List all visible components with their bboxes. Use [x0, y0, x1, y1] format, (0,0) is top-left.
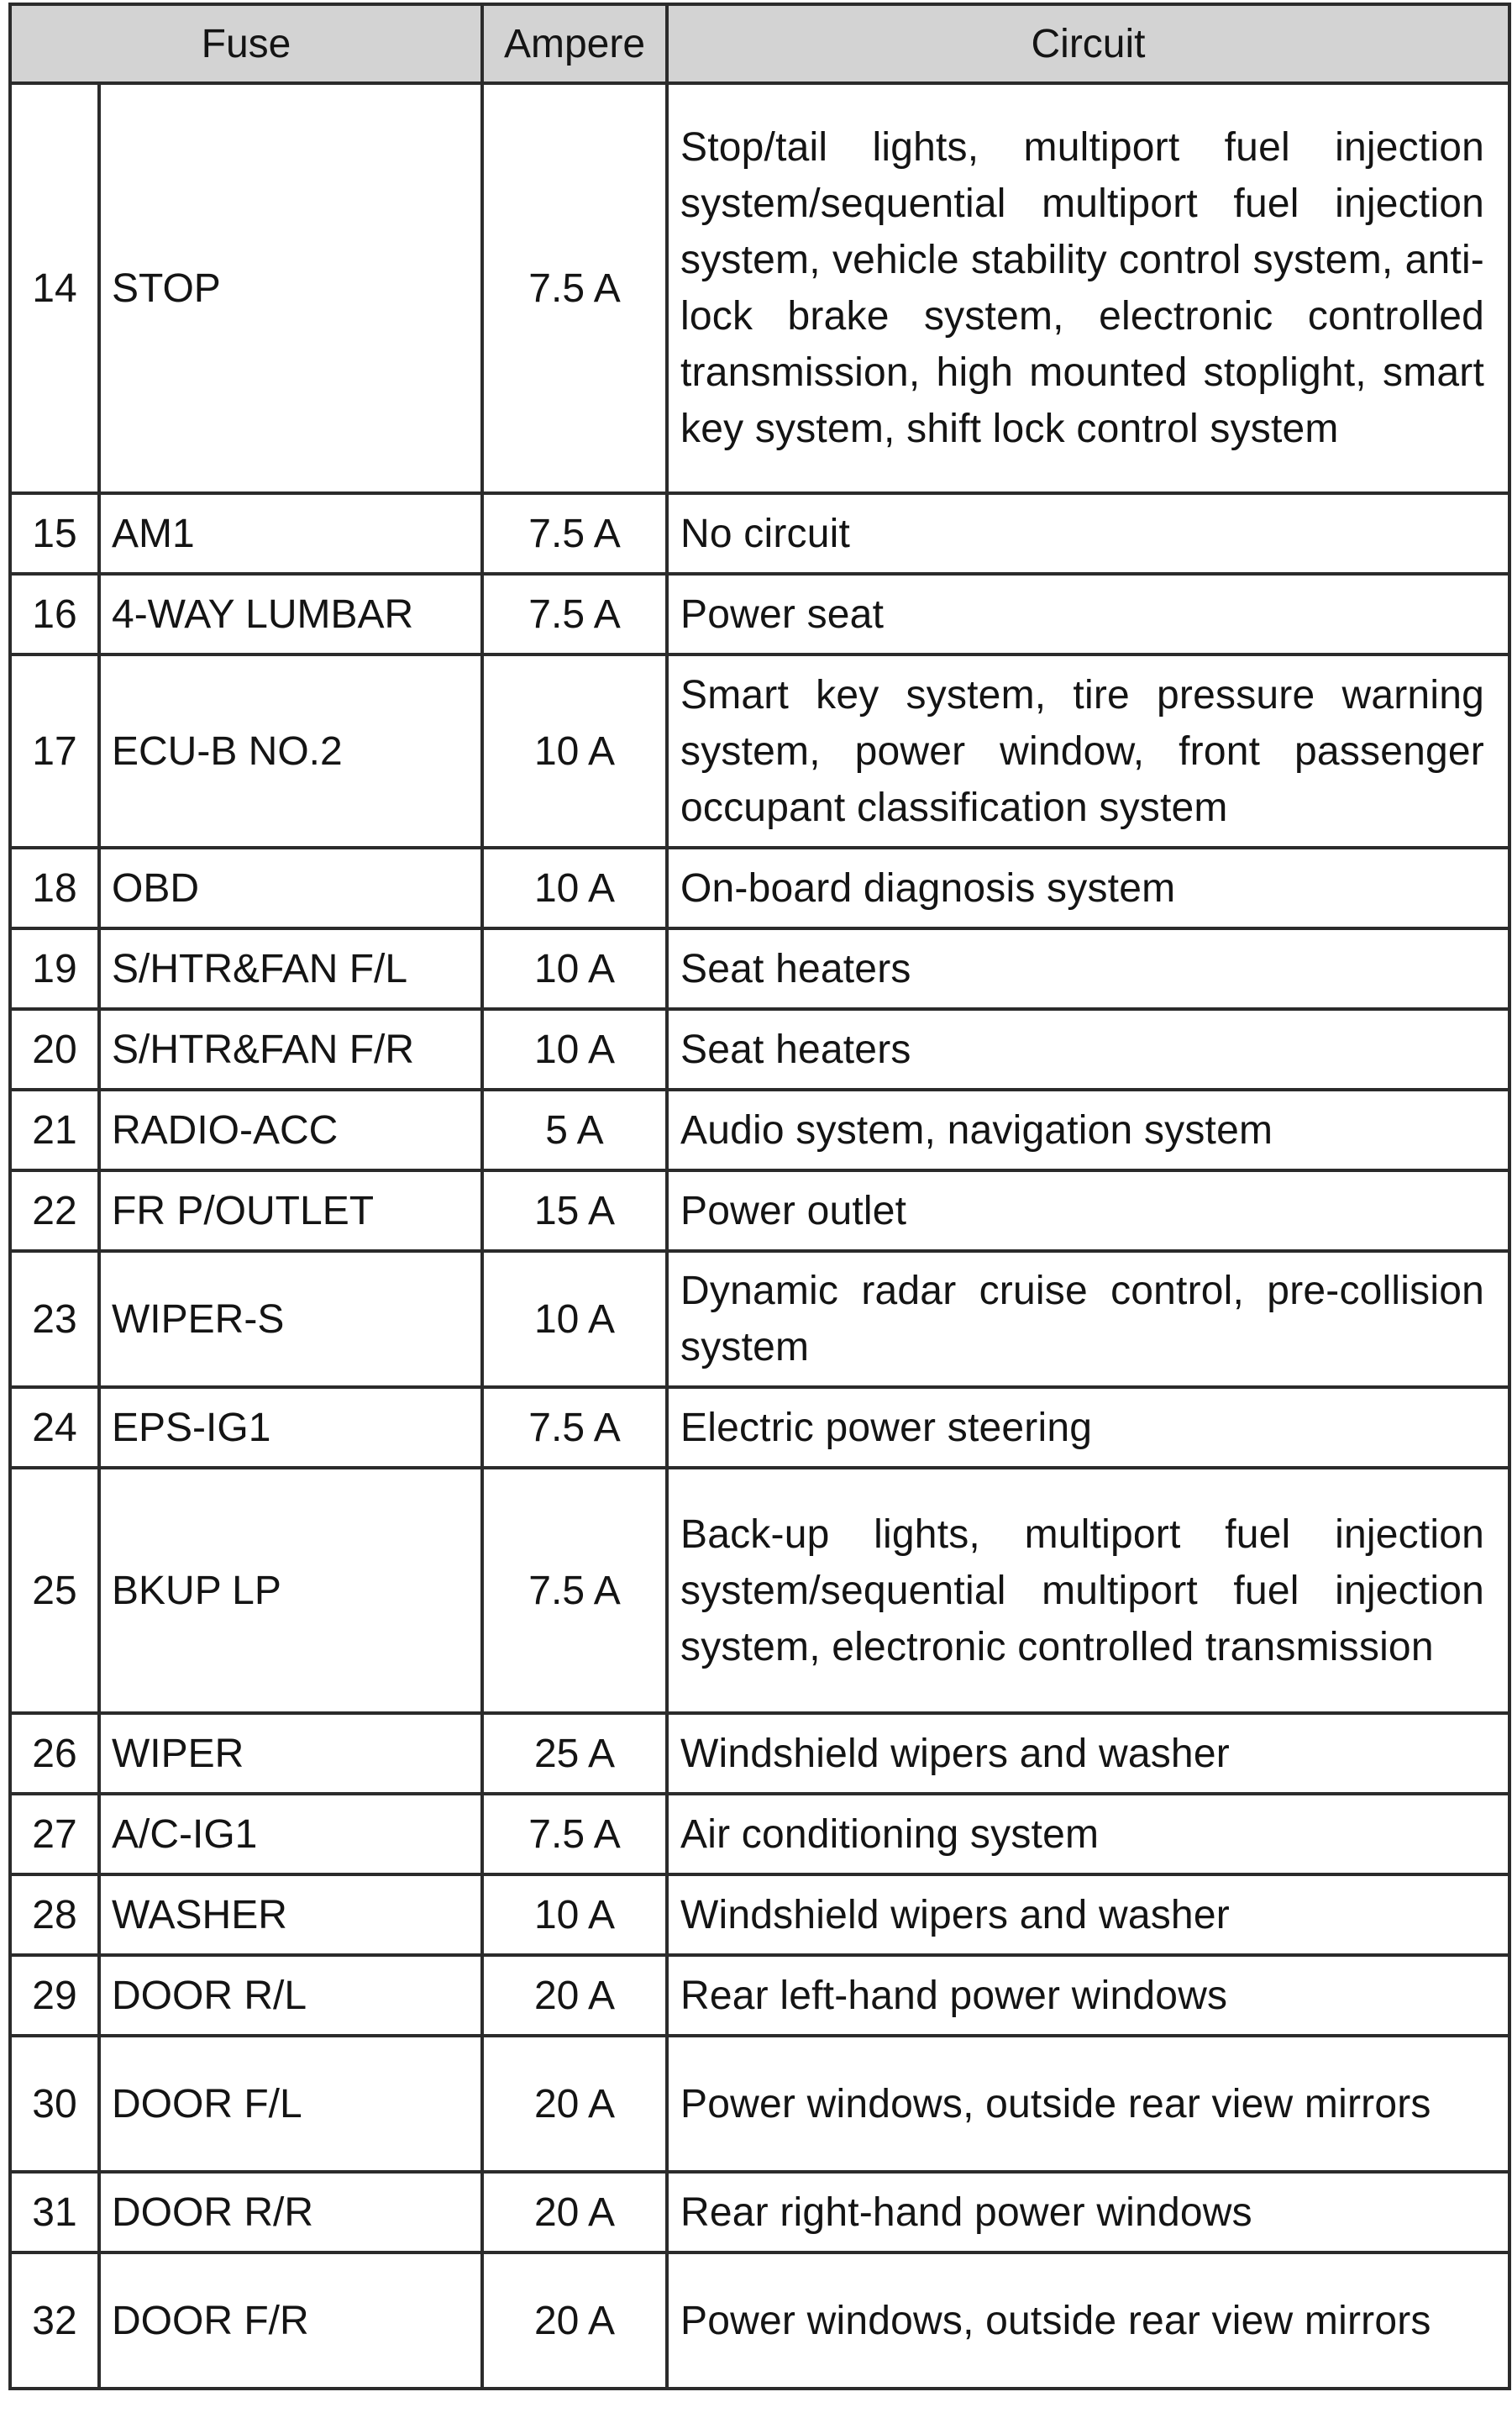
- fuse-circuit: Audio system, navigation system: [667, 1090, 1509, 1170]
- fuse-circuit: Power windows, outside rear view mirrors: [667, 2252, 1509, 2389]
- table-row: [10, 1387, 1509, 1468]
- table-row: [10, 2036, 1509, 2172]
- fuse-circuit: Seat heaters: [667, 928, 1509, 1009]
- fuse-name: EPS-IG1: [99, 1387, 482, 1468]
- fuse-circuit: Power windows, outside rear view mirrors: [667, 2036, 1509, 2172]
- fuse-name: STOP: [99, 83, 482, 493]
- fuse-circuit: On-board diagnosis system: [667, 848, 1509, 928]
- circuit-header: Circuit: [667, 4, 1509, 83]
- fuse-ampere: 7.5 A: [482, 574, 667, 654]
- fuse-number: 30: [10, 2036, 99, 2172]
- table-row: [10, 83, 1509, 493]
- fuse-circuit: Seat heaters: [667, 1009, 1509, 1090]
- fuse-ampere: 20 A: [482, 2036, 667, 2172]
- fuse-number: 29: [10, 1955, 99, 2036]
- table-row: [10, 1251, 1509, 1387]
- table-row: [10, 654, 1509, 848]
- fuse-circuit: Electric power steering: [667, 1387, 1509, 1468]
- fuse-number: 32: [10, 2252, 99, 2389]
- fuse-name: DOOR F/L: [99, 2036, 482, 2172]
- table-row: [10, 2172, 1509, 2252]
- fuse-name: FR P/OUTLET: [99, 1170, 482, 1251]
- table-row: [10, 1874, 1509, 1955]
- fuse-number: 23: [10, 1251, 99, 1387]
- fuse-name: A/C-IG1: [99, 1794, 482, 1874]
- table-row: [10, 848, 1509, 928]
- fuse-number: 26: [10, 1713, 99, 1794]
- fuse-circuit: No circuit: [667, 493, 1509, 574]
- fuse-ampere: 15 A: [482, 1170, 667, 1251]
- fuse-ampere: 7.5 A: [482, 1794, 667, 1874]
- fuse-number: 21: [10, 1090, 99, 1170]
- fuse-number: 27: [10, 1794, 99, 1874]
- fuse-number: 18: [10, 848, 99, 928]
- fuse-ampere: 20 A: [482, 2252, 667, 2389]
- fuse-number: 20: [10, 1009, 99, 1090]
- fuse-name: S/HTR&FAN F/R: [99, 1009, 482, 1090]
- fuse-number: 14: [10, 83, 99, 493]
- fuse-circuit: Stop/tail lights, multiport fuel injection system/sequential multiport fuel injection system, vehicle stability control system, anti-lock brake system, electronic controlled transmission, high mounted stoplight, smart key system, shift lock control system: [667, 83, 1509, 493]
- table-row: [10, 1468, 1509, 1713]
- table-row: [10, 1794, 1509, 1874]
- fuse-circuit: Dynamic radar cruise control, pre-collision system: [667, 1251, 1509, 1387]
- fuse-number: 19: [10, 928, 99, 1009]
- table-row: [10, 928, 1509, 1009]
- fuse-circuit: Power outlet: [667, 1170, 1509, 1251]
- fuse-name: AM1: [99, 493, 482, 574]
- fuse-number: 28: [10, 1874, 99, 1955]
- fuse-table: [8, 3, 1511, 2390]
- fuse-name: 4-WAY LUMBAR: [99, 574, 482, 654]
- fuse-number: 15: [10, 493, 99, 574]
- fuse-circuit: Rear left-hand power windows: [667, 1955, 1509, 2036]
- fuse-ampere: 7.5 A: [482, 493, 667, 574]
- fuse-ampere: 10 A: [482, 1251, 667, 1387]
- fuse-ampere: 10 A: [482, 1009, 667, 1090]
- fuse-name: OBD: [99, 848, 482, 928]
- fuse-ampere: 10 A: [482, 848, 667, 928]
- fuse-circuit: Windshield wipers and washer: [667, 1713, 1509, 1794]
- fuse-number: 25: [10, 1468, 99, 1713]
- fuse-name: DOOR R/R: [99, 2172, 482, 2252]
- fuse-name: S/HTR&FAN F/L: [99, 928, 482, 1009]
- fuse-ampere: 20 A: [482, 2172, 667, 2252]
- fuse-number: 31: [10, 2172, 99, 2252]
- table-row: [10, 1009, 1509, 1090]
- fuse-number: 24: [10, 1387, 99, 1468]
- fuse-circuit: Back-up lights, multiport fuel injection system/sequential multiport fuel injection system, electronic controlled transmission: [667, 1468, 1509, 1713]
- fuse-circuit: Air conditioning system: [667, 1794, 1509, 1874]
- fuse-ampere: 10 A: [482, 1874, 667, 1955]
- fuse-ampere: 7.5 A: [482, 1387, 667, 1468]
- fuse-circuit: Smart key system, tire pressure warning system, power window, front passenger occupant classification system: [667, 654, 1509, 848]
- table-row: [10, 1090, 1509, 1170]
- table-row: [10, 2252, 1509, 2389]
- fuse-name: BKUP LP: [99, 1468, 482, 1713]
- fuse-name: RADIO-ACC: [99, 1090, 482, 1170]
- table-row: [10, 574, 1509, 654]
- fuse-name: DOOR R/L: [99, 1955, 482, 2036]
- fuse-ampere: 25 A: [482, 1713, 667, 1794]
- fuse-name: DOOR F/R: [99, 2252, 482, 2389]
- table-row: [10, 1955, 1509, 2036]
- fuse-name: WIPER-S: [99, 1251, 482, 1387]
- fuse-ampere: 20 A: [482, 1955, 667, 2036]
- table-row: [10, 493, 1509, 574]
- fuse-ampere: 5 A: [482, 1090, 667, 1170]
- table-row: [10, 1713, 1509, 1794]
- fuse-number: 16: [10, 574, 99, 654]
- fuse-ampere: 7.5 A: [482, 83, 667, 493]
- table-row: [10, 1170, 1509, 1251]
- fuse-name: WASHER: [99, 1874, 482, 1955]
- header-row: [10, 4, 1509, 83]
- ampere-header: Ampere: [482, 4, 667, 83]
- fuse-circuit: Rear right-hand power windows: [667, 2172, 1509, 2252]
- fuse-ampere: 7.5 A: [482, 1468, 667, 1713]
- fuse-ampere: 10 A: [482, 928, 667, 1009]
- fuse-ampere: 10 A: [482, 654, 667, 848]
- fuse-number: 22: [10, 1170, 99, 1251]
- fuse-header: Fuse: [10, 4, 482, 83]
- fuse-number: 17: [10, 654, 99, 848]
- fuse-circuit: Windshield wipers and washer: [667, 1874, 1509, 1955]
- fuse-name: WIPER: [99, 1713, 482, 1794]
- fuse-circuit: Power seat: [667, 574, 1509, 654]
- fuse-name: ECU-B NO.2: [99, 654, 482, 848]
